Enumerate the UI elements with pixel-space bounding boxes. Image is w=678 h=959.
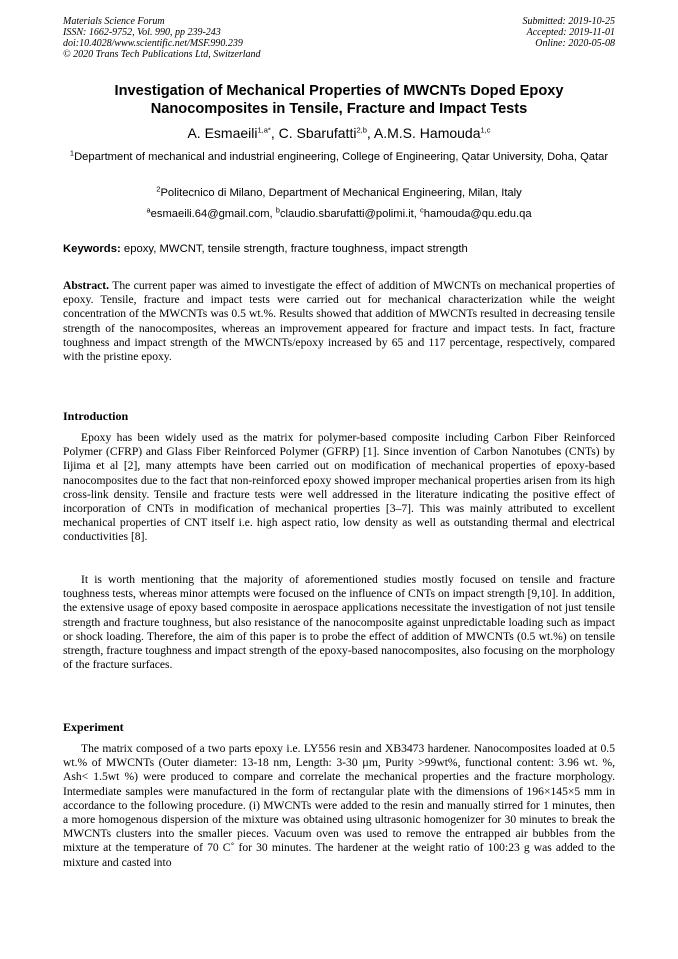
- submitted-date: Submitted: 2019-10-25: [522, 16, 615, 27]
- email-sup: b: [275, 205, 280, 215]
- author-sup: 1,a*: [257, 125, 271, 135]
- author-sup: 1,c: [480, 125, 491, 135]
- author-name: A.M.S. Hamouda: [373, 125, 481, 141]
- email-list: $^a$esmaeili.64@gmail.com, $^b$claudio.sbarufatti@polimi.it, $^c$hamouda@qu.edu.qa: [146, 205, 532, 220]
- keywords-label: Keywords:: [63, 243, 121, 255]
- abstract-text: The current paper was aimed to investigate the effect of addition of MWCNTs on mechanical properties of epoxy. Tensile, fracture and impact tests were carried out for mechanical characterization while the weight concentration of the MWCNTs was 0.5 wt.%. Results showed that addition of MWCNTs resulted in decreasing tensile strength of the nanocomposites, whereas an improvement appeared for fracture and impact tests. In fact, fracture toughness and impact strength of the MWCNTs/epoxy increased by 65 and 117 percentage, respectively, compared with the pristine epoxy.: [63, 279, 615, 364]
- introduction-heading: Introduction: [63, 409, 129, 423]
- affiliation-1: [63, 150, 615, 165]
- author-sup: 2,b: [356, 125, 367, 135]
- affiliation-sup: 2: [156, 184, 161, 194]
- journal-info: [63, 16, 261, 60]
- keywords: [63, 242, 615, 257]
- introduction-paragraph-2: It is worth mentioning that the majority of aforementioned studies mostly focused on tensile and fracture toughness tests, whereas minor attempts were focused on the influence of CNTs on impact strength [9,10]. In addition, the extensive usage of epoxy based composite in aerospace applications necessitate the investigation of not just tensile strength and fracture toughness, but also resistance of the nanocomposite against unpredictable loading such as impact or shock loading. Therefore, the aim of this paper is to probe the effect of addition of MWCNTs (0.5 wt.%) on tensile strength, fracture toughness and impact strength of the epoxy-based nanocomposites, also focusing on the morphology of the fracture surfaces.: [63, 573, 615, 672]
- journal-name: Materials Science Forum: [63, 16, 165, 27]
- title-line-1: Investigation of Mechanical Properties of MWCNTs Doped Epoxy: [114, 83, 564, 99]
- online-date: Online: 2020-05-08: [535, 38, 615, 49]
- experiment-paragraph-1: The matrix composed of a two parts epoxy i.e. LY556 resin and XB3473 hardener. Nanocomposites loaded at 0.5 wt.% of MWCNTs (Outer diameter: 13-18 nm, Length: 3-30 µm, Purity >99wt%, functional content: 3.96 wt. %, Ash< 1.5wt %) were produced to compare and correlate the mechanical properties and the fracture morphology. Intermediate samples were manufactured in the form of rectangular plate with the dimensions of 196×145×5 mm in accordance to the following procedure. (i) MWCNTs were added to the resin and manually stirred for 1 minutes, then a more homogenous dispersion of the mixture was obtained using ultrasonic homogenizer for 30 minutes to break the MWCNTs clusters into the smaller pieces. Vacuum oven was used to remove the entrapped air bubbles from the mixture at the temperature of 70 C˚ for 30 minutes. The hardener at the weight ratio of 100:23 g was added to the mixture and casted into: [63, 742, 615, 869]
- dates-info: [523, 16, 616, 49]
- email-link[interactable]: hamouda@qu.edu.qa: [423, 208, 532, 220]
- affiliation-2: [63, 186, 615, 201]
- copyright: © 2020 Trans Tech Publications Ltd, Switzerland: [63, 49, 261, 60]
- page-header: [63, 16, 615, 66]
- email-link[interactable]: esmaeili.64@gmail.com: [150, 208, 270, 220]
- title-line-2: Nanocomposites in Tensile, Fracture and Impact Tests: [150, 101, 528, 117]
- doi: doi:10.4028/www.scientific.net/MSF.990.239: [63, 38, 243, 49]
- abstract-label: Abstract.: [63, 279, 110, 292]
- affiliation-text: Politecnico di Milano, Department of Mechanical Engineering, Milan, Italy: [160, 187, 522, 199]
- experiment-heading: Experiment: [63, 720, 124, 734]
- paper-title: [63, 82, 615, 118]
- affiliation-text: Department of mechanical and industrial engineering, College of Engineering, Qatar University, Doha, Qatar: [74, 151, 609, 163]
- issn-volume: ISSN: 1662-9752, Vol. 990, pp 239-243: [63, 27, 221, 38]
- email-sup: c: [420, 205, 424, 215]
- author-name: A. Esmaeili: [187, 125, 258, 141]
- keywords-text: epoxy, MWCNT, tensile strength, fracture toughness, impact strength: [123, 243, 468, 255]
- affiliation-sup: 1: [69, 148, 75, 158]
- email-sup: a: [146, 205, 151, 215]
- author-list: A. Esmaeili$^{1,a*}$, C. Sbarufatti$^{2,b}$, A.M.S. Hamouda$^{1,c}$: [187, 125, 491, 141]
- author-name: C. Sbarufatti: [278, 125, 357, 141]
- accepted-date: Accepted: 2019-11-01: [526, 27, 615, 38]
- introduction-paragraph-1: Epoxy has been widely used as the matrix for polymer-based composite including Carbon Fiber Reinforced Polymer (CFRP) and Glass Fiber Reinforced Polymer (GFRP) [1]. Since invention of Carbon Nanotubes (CNTs) by Iijima et al [2], many attempts have been carried out on modification of mechanical properties of epoxy-based nanocomposites due to the fact that non-reinforced epoxy showed improper mechanical properties arisen from its high cross-link density. Tensile and fracture tests were well addressed in the literature indicating the positive effect of incorporation of CNTs in modification of mechanical properties [3–7]. This was mainly attributed to excellent mechanical properties of CNT itself i.e. high aspect ratio, low density as well as outstanding thermal and electrical conductivities [8].: [63, 431, 615, 544]
- email-link[interactable]: claudio.sbarufatti@polimi.it: [279, 208, 414, 220]
- abstract: [63, 279, 615, 364]
